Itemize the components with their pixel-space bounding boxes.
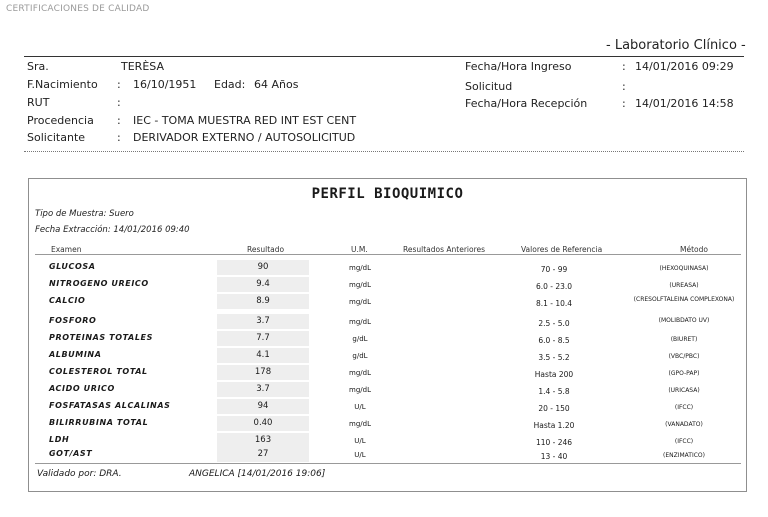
exam-method: (UREASA) [669, 282, 699, 289]
exam-result: 3.7 [256, 384, 270, 394]
exam-unit: U/L [354, 451, 366, 459]
lab-title: - Laboratorio Clínico - [606, 38, 746, 53]
exam-name: ALBUMINA [49, 350, 102, 359]
exam-reference: 1.4 - 5.8 [538, 387, 570, 396]
exam-unit: mg/dL [349, 281, 371, 289]
table-row [29, 333, 746, 350]
exam-method: (ENZIMATICO) [662, 452, 705, 459]
exam-reference: 8.1 - 10.4 [535, 299, 573, 308]
exam-unit: mg/dL [349, 386, 371, 394]
exam-unit: g/dL [352, 352, 368, 360]
origin-value: IEC - TOMA MUESTRA RED INT EST CENT [133, 114, 357, 127]
age-label: Edad: [214, 78, 246, 91]
validated-value: ANGELICA [14/01/2016 19:06] [189, 469, 326, 479]
exam-name: GOT/AST [49, 449, 93, 458]
col-reference: Valores de Referencia [521, 245, 603, 254]
exam-reference: 13 - 40 [540, 452, 568, 461]
rut-sep: : [117, 96, 121, 109]
exam-unit: g/dL [352, 335, 368, 343]
exam-result: 178 [254, 367, 272, 377]
exam-result: 0.40 [253, 418, 273, 428]
table-row [29, 350, 746, 367]
table-header-divider [35, 254, 741, 255]
sample-type: Tipo de Muestra: Suero [35, 209, 134, 219]
solicitud-label: Solicitud [465, 80, 513, 93]
exam-reference: Hasta 200 [534, 370, 574, 379]
exam-reference: 110 - 246 [535, 438, 573, 447]
col-method: Método [680, 245, 708, 254]
table-row [29, 279, 746, 296]
age-value: 64 Años [254, 78, 299, 91]
table-row [29, 296, 746, 313]
exam-method: (URICASA) [668, 387, 700, 394]
exam-result: 7.7 [256, 333, 270, 343]
exam-reference: 20 - 150 [538, 404, 570, 413]
exam-name: PROTEINAS TOTALES [49, 333, 153, 342]
exam-unit: U/L [354, 437, 366, 445]
table-row [29, 401, 746, 418]
table-row [29, 262, 746, 279]
exam-name: LDH [49, 435, 70, 444]
recepcion-label: Fecha/Hora Recepción [465, 97, 588, 110]
birth-sep: : [117, 78, 121, 91]
exam-unit: mg/dL [349, 369, 371, 377]
col-exam: Examen [51, 245, 82, 254]
recepcion-sep: : [622, 97, 626, 110]
exam-result: 163 [254, 435, 272, 445]
exam-unit: mg/dL [349, 420, 371, 428]
rut-label: RUT [27, 96, 50, 109]
exam-name: ACIDO URICO [49, 384, 115, 393]
birth-date: 16/10/1951 [133, 78, 197, 91]
exam-name: NITROGENO UREICO [49, 279, 149, 288]
exam-method: (IFCC) [674, 438, 694, 445]
recepcion-value: 14/01/2016 14:58 [635, 97, 734, 110]
patient-name: TERÈSA [121, 60, 164, 73]
table-footer-divider [35, 463, 741, 464]
certification-caption: CERTIFICACIONES DE CALIDAD [6, 4, 150, 14]
origin-label: Procedencia [27, 114, 94, 127]
exam-name: GLUCOSA [49, 262, 96, 271]
patient-divider [24, 151, 744, 152]
results-panel [28, 178, 747, 492]
table-row [29, 367, 746, 384]
table-row [29, 316, 746, 333]
exam-name: BILIRRUBINA TOTAL [49, 418, 149, 427]
exam-name: CALCIO [49, 296, 86, 305]
header-divider [24, 56, 744, 57]
exam-result: 8.9 [256, 296, 270, 306]
exam-method: (GPO-PAP) [668, 370, 700, 377]
ingreso-value: 14/01/2016 09:29 [635, 60, 734, 73]
birth-label: F.Nacimiento [27, 78, 98, 91]
exam-unit: mg/dL [349, 264, 371, 272]
ingreso-label: Fecha/Hora Ingreso [465, 60, 572, 73]
exam-result: 27 [257, 449, 269, 459]
exam-reference: 2.5 - 5.0 [538, 319, 570, 328]
table-row [29, 418, 746, 435]
ingreso-sep: : [622, 60, 626, 73]
exam-reference: 70 - 99 [540, 265, 568, 274]
exam-unit: mg/dL [349, 298, 371, 306]
exam-method: (HEXOQUINASA) [659, 265, 709, 272]
origin-sep: : [117, 114, 121, 127]
exam-result: 9.4 [256, 279, 270, 289]
requester-sep: : [117, 131, 121, 144]
exam-result: 3.7 [256, 316, 270, 326]
col-result: Resultado [247, 245, 285, 254]
exam-unit: U/L [354, 403, 366, 411]
table-row [29, 384, 746, 401]
exam-reference: Hasta 1.20 [533, 421, 575, 430]
exam-method: (IFCC) [674, 404, 694, 411]
exam-method: (CRESOLFTALEINA COMPLEXONA) [633, 296, 735, 303]
exam-result: 90 [257, 262, 269, 272]
col-unit: U.M. [351, 245, 368, 254]
exam-name: FOSFATASAS ALCALINAS [49, 401, 171, 410]
exam-result: 4.1 [256, 350, 270, 360]
exam-method: (VBC/PBC) [668, 353, 700, 360]
exam-name: FOSFORO [49, 316, 97, 325]
col-previous: Resultados Anteriores [403, 245, 486, 254]
exam-method: (VANADATO) [665, 421, 703, 428]
exam-unit: mg/dL [349, 318, 371, 326]
extraction-date: Fecha Extracción: 14/01/2016 09:40 [35, 225, 190, 235]
requester-label: Solicitante [27, 131, 86, 144]
exam-result: 94 [257, 401, 269, 411]
exam-reference: 6.0 - 8.5 [538, 336, 570, 345]
solicitud-sep: : [622, 80, 626, 93]
validated-label: Validado por: DRA. [37, 469, 122, 479]
report-title: PERFIL BIOQUIMICO [311, 186, 464, 202]
requester-value: DERIVADOR EXTERNO / AUTOSOLICITUD [133, 131, 356, 144]
exam-name: COLESTEROL TOTAL [49, 367, 148, 376]
exam-method: (MOLIBDATO UV) [658, 317, 710, 324]
exam-reference: 3.5 - 5.2 [538, 353, 570, 362]
sra-label: Sra. [27, 60, 49, 73]
exam-method: (BIURET) [670, 336, 698, 343]
exam-reference: 6.0 - 23.0 [535, 282, 573, 291]
